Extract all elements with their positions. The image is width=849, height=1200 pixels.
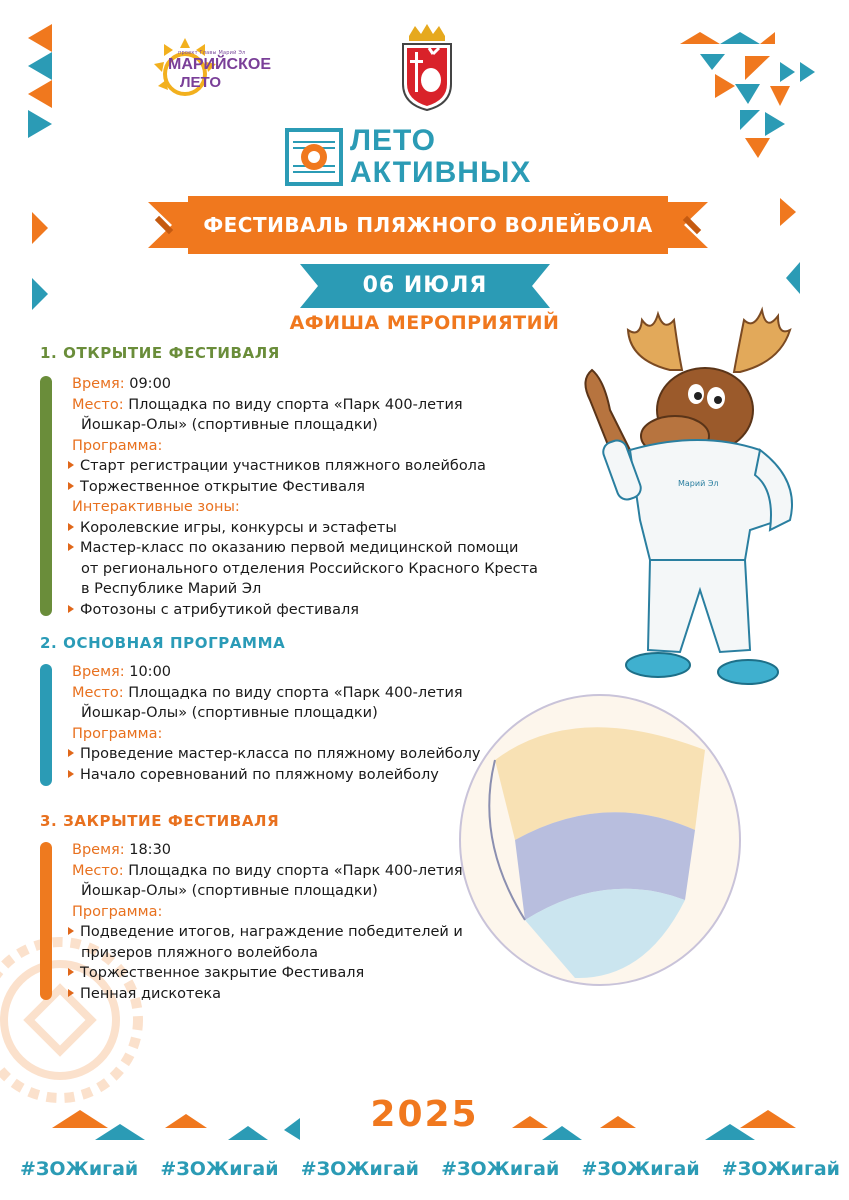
- hashtag[interactable]: #ЗОЖигай: [721, 1158, 840, 1180]
- time-value: 18:30: [129, 842, 172, 858]
- leto-aktivnykh-line2: АКТИВНЫХ: [350, 156, 532, 189]
- program-item: Пенная дискотека: [80, 985, 222, 1002]
- volleyball-icon: [455, 690, 745, 990]
- section-1-body: [72, 374, 538, 620]
- mariysk-leto-subtitle: ЛЕТО: [180, 74, 221, 91]
- place-line2: Йошкар-Олы» (спортивные площадки): [81, 417, 378, 433]
- hashtag[interactable]: #ЗОЖигай: [300, 1158, 419, 1180]
- section-1-title: 1. ОТКРЫТИЕ ФЕСТИВАЛЯ: [40, 344, 280, 362]
- program-label: Программа:: [72, 903, 163, 920]
- festival-banner: [148, 196, 708, 254]
- time-value: 09:00: [129, 376, 172, 392]
- section-3-title: 3. ЗАКРЫТИЕ ФЕСТИВАЛЯ: [40, 812, 280, 830]
- zones-label: Интерактивные зоны:: [72, 499, 240, 515]
- hashtag[interactable]: #ЗОЖигай: [581, 1158, 700, 1180]
- section-2-bar: [40, 664, 52, 786]
- afisha-heading: АФИША МЕРОПРИЯТИЙ: [289, 312, 560, 334]
- zone-item-cont: от регионального отделения Российского Красного Креста: [81, 560, 538, 577]
- time-value: 10:00: [129, 664, 172, 680]
- time-label: Время:: [72, 376, 125, 392]
- program-item: Проведение мастер-класса по пляжному волейболу: [80, 746, 481, 762]
- hashtag-row: [20, 1158, 840, 1180]
- year: 2025: [370, 1094, 479, 1135]
- place-line2: Йошкар-Олы» (спортивные площадки): [81, 705, 378, 721]
- section-1-bar: [40, 376, 52, 616]
- time-label: Время:: [72, 842, 125, 858]
- program-item: Старт регистрации участников пляжного волейбола: [80, 458, 486, 474]
- zone-item: Королевские игры, конкурсы и эстафеты: [80, 519, 397, 536]
- coat-of-arms-icon: [397, 22, 457, 112]
- program-item: Подведение итогов, награждение победителей и: [80, 924, 463, 940]
- leto-aktivnykh-line1: ЛЕТО: [350, 124, 436, 157]
- hashtag[interactable]: #ЗОЖигай: [441, 1158, 560, 1180]
- section-2-title: 2. ОСНОВНАЯ ПРОГРАММА: [40, 634, 286, 652]
- time-label: Время:: [72, 664, 125, 680]
- place-label: Место:: [72, 396, 124, 413]
- hashtag[interactable]: #ЗОЖигай: [20, 1158, 139, 1180]
- moose-mascot-icon: [570, 290, 820, 700]
- festival-title: ФЕСТИВАЛЬ ПЛЯЖНОГО ВОЛЕЙБОЛА: [203, 213, 653, 237]
- place-line1: Площадка по виду спорта «Парк 400-летия: [128, 684, 463, 701]
- program-item-cont: призеров пляжного волейбола: [81, 944, 318, 961]
- place-line1: Площадка по виду спорта «Парк 400-летия: [128, 862, 463, 879]
- event-date: 06 ИЮЛЯ: [362, 273, 488, 298]
- program-item: Торжественное закрытие Фестиваля: [80, 965, 365, 981]
- section-3-body: [72, 840, 463, 1004]
- place-label: Место:: [72, 684, 124, 701]
- mariysk-leto-title: МАРИЙСКОЕ: [168, 56, 271, 73]
- place-line1: Площадка по виду спорта «Парк 400-летия: [128, 396, 463, 413]
- zone-item: Фотозоны с атрибутикой фестиваля: [80, 601, 359, 618]
- place-line2: Йошкар-Олы» (спортивные площадки): [81, 883, 378, 899]
- zone-item-cont: в Республике Марий Эл: [81, 581, 262, 597]
- section-2-body: [72, 662, 480, 785]
- program-item: Торжественное открытие Фестиваля: [80, 478, 365, 495]
- place-label: Место:: [72, 862, 124, 879]
- program-item: Начало соревнований по пляжному волейболу: [80, 766, 439, 783]
- program-label: Программа:: [72, 437, 163, 454]
- hashtag[interactable]: #ЗОЖигай: [160, 1158, 279, 1180]
- program-label: Программа:: [72, 725, 163, 742]
- leto-aktivnykh-icon: [285, 128, 343, 186]
- date-banner: [300, 264, 550, 308]
- mariysk-leto-caption: проект Главы Марий Эл: [178, 50, 246, 56]
- mascot-badge: Марий Эл: [678, 479, 719, 488]
- section-3-bar: [40, 842, 52, 1000]
- zone-item: Мастер-класс по оказанию первой медицинской помощи: [80, 540, 519, 556]
